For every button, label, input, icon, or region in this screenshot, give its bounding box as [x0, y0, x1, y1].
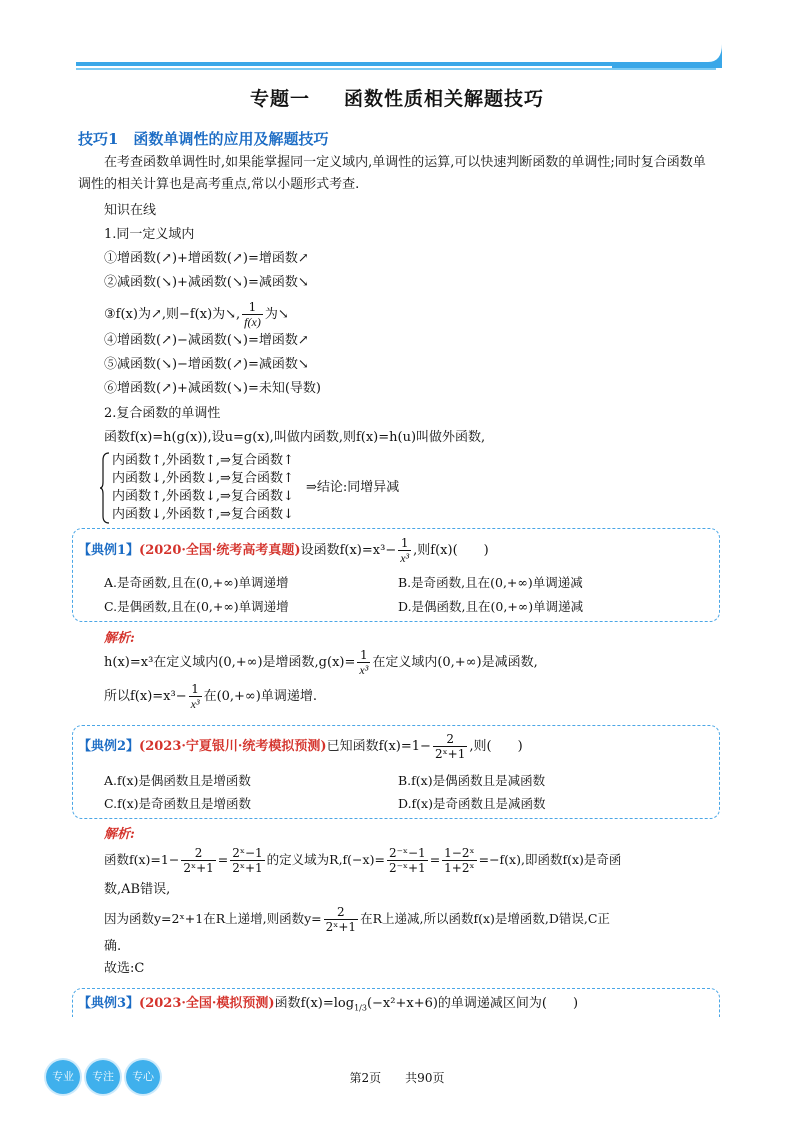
- example-2-solution-line-2: 数,AB错误,: [104, 882, 171, 897]
- footer-badge-1: 专业: [46, 1060, 80, 1094]
- example-2-solution-line-3: 因为函数y=2ˣ+1在R上递增,则函数y= $\frac{2}{\text{2ˣ+1}}$ 在R上递减,所以函数f(x)是增函数,D错误,C正: [104, 905, 610, 934]
- fraction: $\frac{2}{\text{2ˣ+1}}$: [434, 732, 466, 761]
- example-1-option-d: D.是偶函数,且在(0,+∞)单调递减: [398, 599, 584, 614]
- example-2-stem: 【典例2】(2023·宁夏银川·统考模拟预测)已知函数f(x)=1− $\frac{2}{\text{2ˣ+1}}$ ,则( ): [78, 732, 523, 761]
- fraction: $\frac{2}{\text{2ˣ+1}}$: [325, 905, 357, 934]
- example-1-option-c: C.是偶函数,且在(0,+∞)单调递增: [104, 599, 289, 614]
- section-heading: 技巧1 函数单调性的应用及解题技巧: [78, 130, 329, 148]
- page-number: 第2页 共90页: [349, 1071, 445, 1085]
- example-2-option-a: A.f(x)是偶函数且是增函数: [104, 773, 251, 788]
- example-2-option-d: D.f(x)是奇函数且是减函数: [398, 796, 546, 811]
- header-tab-decoration: [612, 44, 722, 68]
- knowledge-heading: 知识在线: [104, 203, 157, 218]
- fraction: $\frac{1}{\text{x³}}$: [359, 648, 369, 677]
- example-3-stem: 【典例3】(2023·全国·模拟预测)函数$f(x)=\log_{1/3}(-x^2+x+6)$的单调递减区间为( ): [78, 996, 579, 1013]
- rule-3: ③f(x)为↗,则−f(x)为↘, $\frac{1}{f(x)}$ 为↘: [104, 300, 289, 329]
- fraction: $\frac{\text{2ˣ−1}}{\text{2ˣ+1}}$: [232, 846, 263, 875]
- composite-case-4: 内函数↓,外函数↑,⇒复合函数↓: [112, 507, 294, 522]
- rule-2: ②减函数(↘)+减函数(↘)=减函数↘: [104, 275, 309, 290]
- example-1-solution-line-2: 所以f(x)=x³− $\frac{1}{\text{x³}}$ 在(0,+∞)单调递增.: [104, 682, 317, 711]
- rule-5: ⑤减函数(↘)−增函数(↗)=减函数↘: [104, 357, 309, 372]
- example-1-solution-line-1: h(x)=x³在定义域内(0,+∞)是增函数,g(x)= $\frac{1}{\text{x³}}$ 在定义域内(0,+∞)是减函数,: [104, 648, 538, 677]
- header-rule-thin: [76, 68, 716, 70]
- rule-6: ⑥增函数(↗)+减函数(↘)=未知(导数): [104, 381, 322, 396]
- composite-case-1: 内函数↑,外函数↑,⇒复合函数↑: [112, 453, 294, 468]
- rule-1: ①增函数(↗)+增函数(↗)=增函数↗: [104, 251, 309, 266]
- footer-badge-2: 专注: [86, 1060, 120, 1094]
- fraction: $\frac{1}{\text{x³}}$: [400, 536, 410, 565]
- conclusion: ⇒结论:同增异减: [306, 480, 400, 495]
- example-2-option-c: C.f(x)是奇函数且是增函数: [104, 796, 252, 811]
- subheading-same-domain: 1.同一定义域内: [104, 227, 195, 242]
- example-2-solution-line-1: 函数f(x)=1− $\frac{2}{\text{2ˣ+1}}$ = $\frac{\text{2ˣ−1}}{\text{2ˣ+1}}$ 的定义域为R,f(−x)= $\frac{\text{2⁻ˣ−1}}{\text{2⁻ˣ+1}}$ = $\frac{\text{1−2ˣ}}{\text{1+2ˣ}}$ =−f(x),即函数f(x)是奇函: [104, 846, 622, 875]
- fraction: $\frac{\text{1−2ˣ}}{\text{1+2ˣ}}$: [444, 846, 475, 875]
- page-title: 专题一 函数性质相关解题技巧: [249, 88, 545, 110]
- composite-definition: 函数f(x)=h(g(x)),设u=g(x),叫做内函数,则f(x)=h(u)叫做外函数,: [104, 430, 486, 445]
- example-1-option-b: B.是奇函数,且在(0,+∞)单调递减: [398, 575, 583, 590]
- fraction: $\frac{\text{2⁻ˣ−1}}{\text{2⁻ˣ+1}}$: [388, 846, 426, 875]
- intro-paragraph: 在考查函数单调性时,如果能掌握同一定义域内,单调性的运算,可以快速判断函数的单调性;同时复合函数单调性的相关计算也是高考重点,常以小题形式考查.: [78, 155, 706, 192]
- composite-case-3: 内函数↑,外函数↓,⇒复合函数↓: [112, 489, 294, 504]
- example-2-analysis-label: 解析:: [104, 827, 135, 842]
- fraction: $\frac{2}{\text{2ˣ+1}}$: [183, 846, 214, 875]
- composite-case-2: 内函数↓,外函数↓,⇒复合函数↑: [112, 471, 294, 486]
- example-2-answer: 故选:C: [104, 961, 145, 976]
- example-1-option-a: A.是奇函数,且在(0,+∞)单调递增: [104, 575, 289, 590]
- subheading-composite: 2.复合函数的单调性: [104, 406, 221, 421]
- footer-badge-3: 专心: [126, 1060, 160, 1094]
- rule-4: ④增函数(↗)−减函数(↘)=增函数↗: [104, 333, 309, 348]
- fraction: $\frac{1}{\text{x³}}$: [190, 682, 200, 711]
- example-1-stem: 【典例1】(2020·全国·统考高考真题)设函数f(x)=x³− $\frac{1}{\text{x³}}$ ,则f(x)( ): [78, 536, 489, 565]
- example-2-solution-line-4: 确.: [104, 939, 122, 954]
- left-brace: [100, 452, 110, 524]
- example-1-analysis-label: 解析:: [104, 631, 135, 646]
- example-2-option-b: B.f(x)是偶函数且是减函数: [398, 773, 546, 788]
- fraction: $\frac{1}{f(x)}$: [244, 300, 261, 329]
